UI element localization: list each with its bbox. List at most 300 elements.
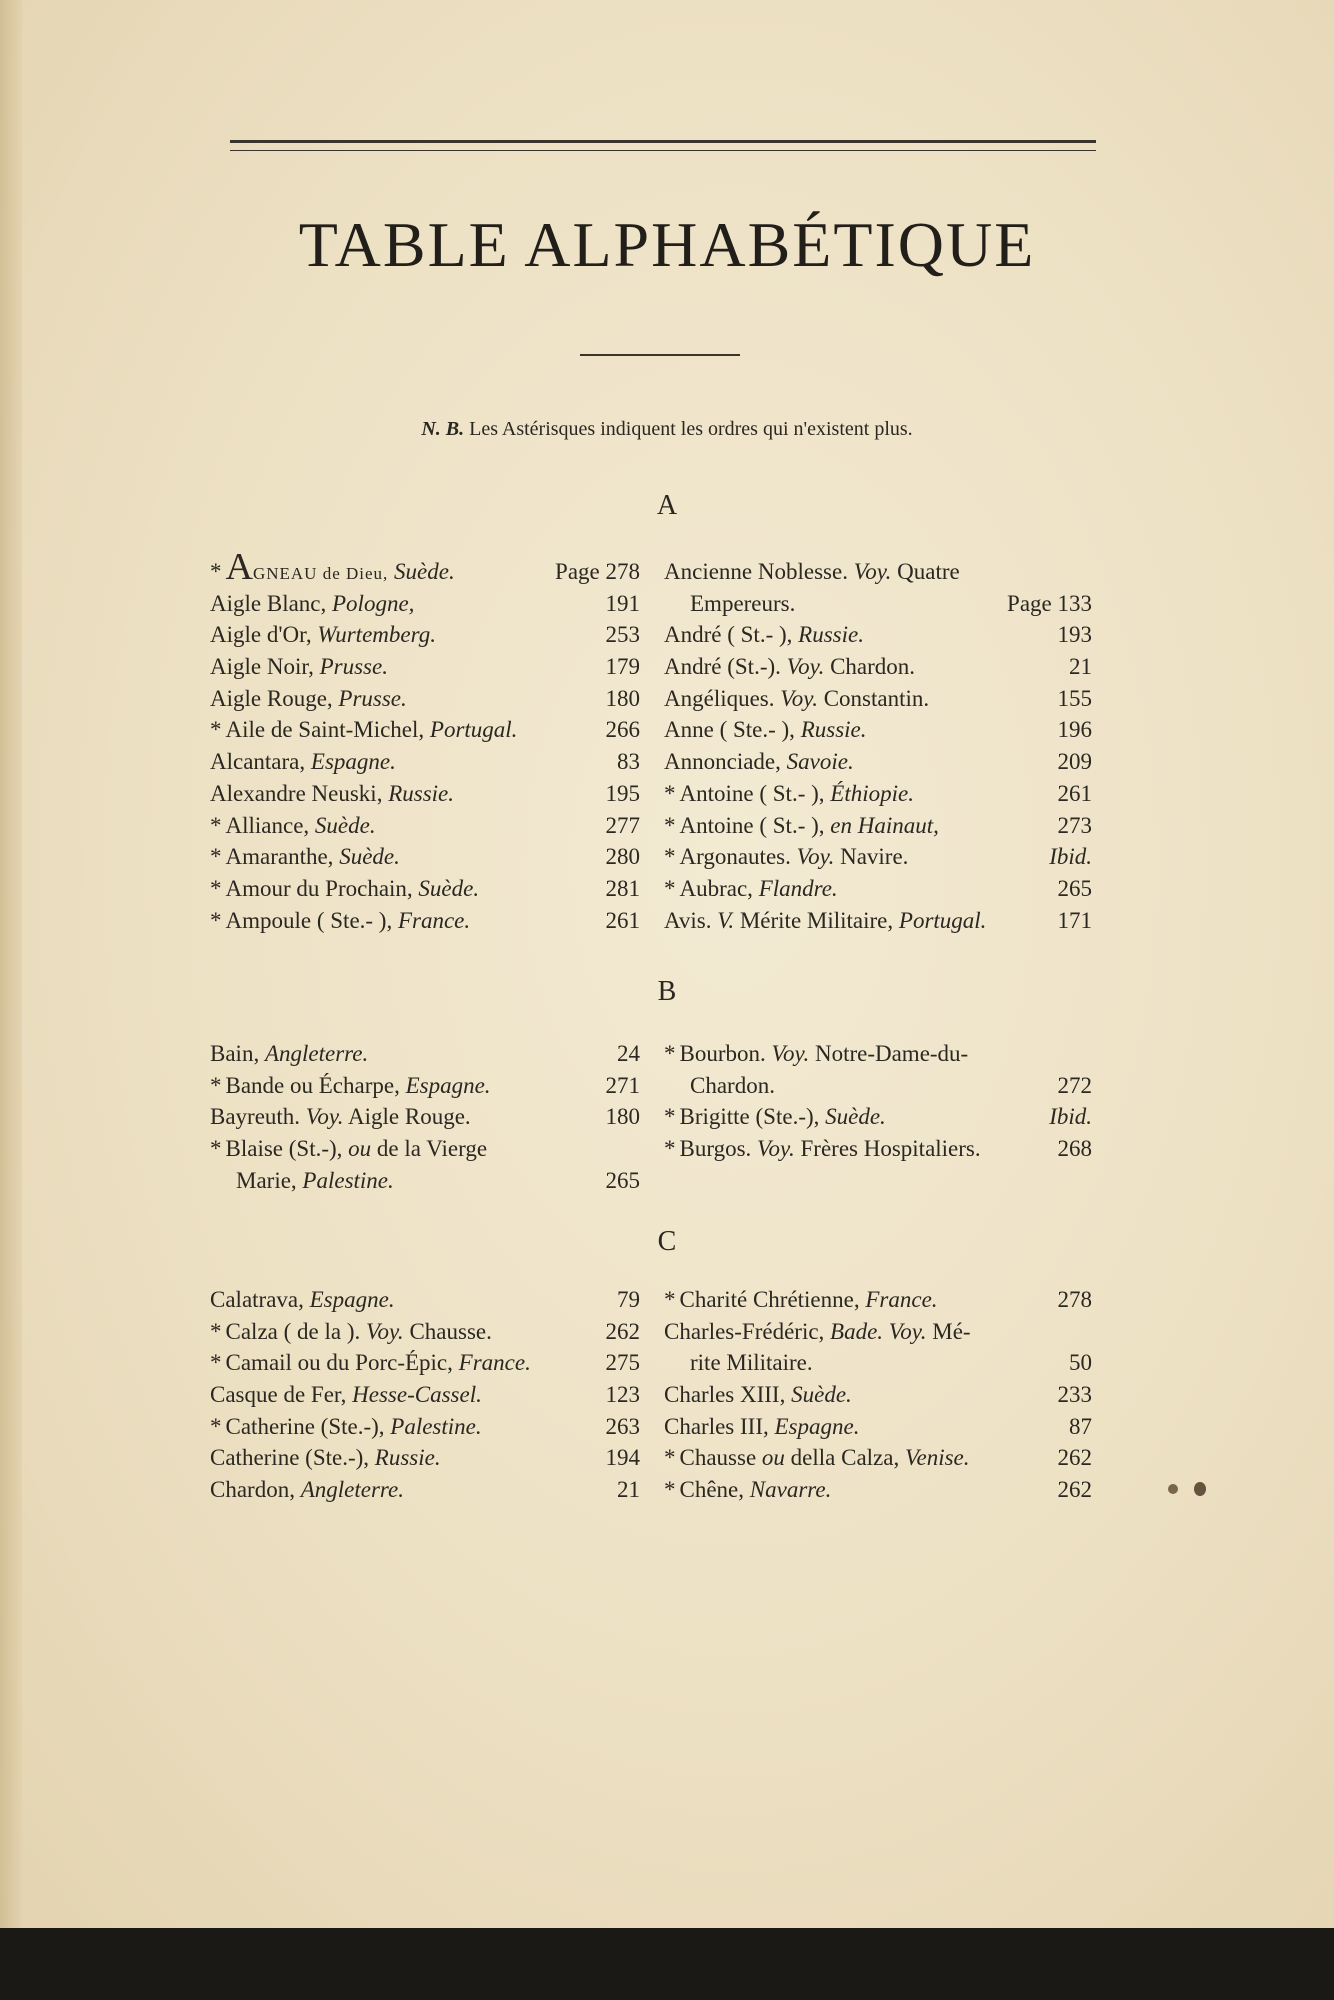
- index-entry: [664, 1316, 1092, 1348]
- page-value: 253: [605, 622, 640, 648]
- entry-reference: Navire.: [840, 844, 909, 870]
- asterisk: *: [210, 907, 222, 933]
- section-b-left-column: [210, 1038, 640, 1196]
- page-value: 261: [1057, 780, 1092, 806]
- page-number: [617, 1474, 640, 1506]
- entry-name: Alexandre Neuski,: [210, 780, 383, 806]
- page-label: Page: [1007, 590, 1052, 616]
- entry-name: Chausse: [679, 1445, 757, 1471]
- entry-text: [210, 746, 396, 778]
- entry-place: Prusse.: [319, 654, 388, 680]
- entry-name: Ancienne Noblesse.: [664, 559, 848, 584]
- entry-name: GNEAU de Dieu,: [252, 564, 389, 583]
- page-number: [1058, 1284, 1093, 1316]
- entry-text: [210, 778, 454, 810]
- title-rule: [580, 354, 740, 356]
- entry-place: Pologne,: [332, 590, 415, 616]
- entry-text: [210, 1101, 471, 1133]
- entry-place: ou: [348, 1136, 372, 1162]
- entry-name: Charles III,: [664, 1413, 769, 1439]
- page-value: 193: [1057, 622, 1092, 648]
- page-value: 278: [1057, 1287, 1092, 1312]
- page-value: 265: [605, 1167, 640, 1193]
- entry-text: [664, 746, 854, 778]
- index-entry: [210, 778, 640, 810]
- entry-place: Venise.: [904, 1445, 970, 1471]
- entry-place: Voy.: [757, 1136, 795, 1162]
- index-entry: [210, 873, 640, 905]
- index-entry: [210, 1038, 640, 1070]
- entry-name: Amaranthe,: [225, 844, 334, 870]
- entry-text: [210, 1411, 482, 1443]
- entry-name: Catherine (Ste.-),: [210, 1445, 370, 1471]
- entry-name: Brigitte (Ste.-),: [679, 1104, 820, 1130]
- page-number: [606, 1316, 641, 1348]
- asterisk: *: [664, 1104, 676, 1130]
- entry-name: Amour du Prochain,: [225, 875, 413, 901]
- entry-text: [664, 1284, 938, 1316]
- page-number: [606, 1379, 641, 1411]
- page-number: [1007, 588, 1092, 620]
- asterisk: *: [210, 1350, 222, 1376]
- index-entry: [210, 1101, 640, 1133]
- index-entry: [664, 810, 1092, 842]
- page-number: [1058, 1070, 1093, 1102]
- section-letter-b: B: [657, 976, 677, 1007]
- page-value: 21: [617, 1477, 640, 1503]
- page-value: 263: [605, 1413, 640, 1439]
- entry-place: Éthiopie.: [830, 780, 914, 806]
- page-value: 262: [1057, 1445, 1092, 1471]
- entry-text: [664, 1411, 859, 1443]
- entry-place: Portugal.: [898, 907, 987, 933]
- entry-text: [210, 651, 388, 683]
- entry-text: [210, 905, 470, 937]
- entry-name: Empereurs.: [690, 590, 796, 616]
- entry-place: ou: [761, 1445, 785, 1471]
- entry-reference: Aigle Rouge.: [348, 1104, 471, 1130]
- page-edge: [0, 0, 22, 1928]
- entry-place: Suède.: [825, 1104, 886, 1130]
- entry-place: France.: [865, 1287, 938, 1312]
- index-entry: [664, 1070, 1092, 1102]
- page-value: 273: [1057, 812, 1092, 838]
- page-number: [1069, 1347, 1092, 1379]
- entry-place: Voy.: [771, 1041, 810, 1066]
- asterisk: *: [210, 1413, 222, 1439]
- page-value: 262: [1057, 1477, 1092, 1503]
- entry-place: Palestine.: [390, 1413, 482, 1439]
- entry-text: [664, 873, 838, 905]
- page-value: 268: [1057, 1136, 1092, 1162]
- entry-place: France.: [458, 1350, 531, 1376]
- page-number: [617, 1284, 640, 1316]
- entry-place: Portugal.: [429, 717, 518, 743]
- page-value: 123: [605, 1382, 640, 1408]
- entry-place: Prusse.: [338, 685, 407, 711]
- entry-reference: de la Vierge: [376, 1136, 488, 1162]
- entry-name: Charité Chrétienne,: [679, 1287, 860, 1312]
- page-value: 280: [605, 844, 640, 870]
- entry-place: en Hainaut,: [830, 812, 939, 838]
- page-number: [1069, 1411, 1092, 1443]
- entry-place: Voy.: [780, 685, 818, 711]
- entry-text: [664, 651, 915, 683]
- page-value: 24: [617, 1041, 640, 1066]
- page-value: 180: [605, 685, 640, 711]
- entry-place: Angleterre.: [300, 1477, 404, 1503]
- entry-name: Charles-Frédéric,: [664, 1318, 825, 1344]
- asterisk: *: [210, 559, 222, 584]
- index-entry: [210, 651, 640, 683]
- entry-name: Marie,: [236, 1167, 297, 1193]
- index-entry: [664, 1379, 1092, 1411]
- section-letter-c: C: [657, 1226, 677, 1257]
- entry-reference: Constantin.: [823, 685, 930, 711]
- section-c-left-column: [210, 1284, 640, 1506]
- entry-text: [210, 1070, 491, 1102]
- index-entry: [664, 1442, 1092, 1474]
- page-number: [1058, 778, 1093, 810]
- index-entry: [664, 683, 1092, 715]
- page-number: [1049, 1101, 1092, 1133]
- index-entry: [664, 651, 1092, 683]
- entry-place: Palestine.: [302, 1167, 394, 1193]
- entry-reference: Notre-Dame-du-: [814, 1041, 969, 1066]
- page-number: [606, 1347, 641, 1379]
- entry-place: Voy.: [305, 1104, 344, 1130]
- entry-place: Savoie.: [786, 749, 854, 775]
- section-a-right-column: [664, 556, 1092, 936]
- entry-text: [210, 1474, 404, 1506]
- entry-text: [210, 619, 436, 651]
- asterisk: *: [210, 812, 222, 838]
- page-number: [1049, 841, 1092, 873]
- page-value: 281: [605, 875, 640, 901]
- entry-text: [664, 619, 864, 651]
- index-entry: [664, 873, 1092, 905]
- entry-name: Angéliques.: [664, 685, 775, 711]
- page-number: [606, 1101, 641, 1133]
- asterisk: *: [664, 1041, 676, 1066]
- entry-place: Russie.: [388, 780, 455, 806]
- page-number: [606, 683, 641, 715]
- entry-text: [690, 1347, 813, 1379]
- entry-text: [210, 1038, 368, 1070]
- entry-place: Suède.: [339, 844, 400, 870]
- page-value: 180: [605, 1104, 640, 1130]
- entry-name: Anne ( Ste.- ),: [664, 717, 795, 743]
- index-entry: [664, 841, 1092, 873]
- entry-name: Camail ou du Porc-Épic,: [225, 1350, 453, 1376]
- entry-text: [210, 1442, 441, 1474]
- entry-text: [210, 841, 400, 873]
- entry-place: Hesse-Cassel.: [352, 1382, 482, 1408]
- entry-name: Chardon.: [690, 1072, 775, 1098]
- page-value: 271: [605, 1072, 640, 1098]
- asterisk: *: [210, 717, 222, 743]
- entry-name: Argonautes.: [679, 844, 791, 870]
- page-value: 233: [1057, 1382, 1092, 1408]
- page-number: [1058, 873, 1093, 905]
- entry-reference: della Calza,: [790, 1445, 900, 1471]
- entry-place: V.: [717, 907, 735, 933]
- entry-name: Aigle Rouge,: [210, 685, 333, 711]
- entry-place: Espagne.: [310, 749, 396, 775]
- entry-place: Suède.: [394, 559, 455, 584]
- page-number: [606, 810, 641, 842]
- page-number: [606, 778, 641, 810]
- entry-name: Blaise (St.-),: [225, 1136, 343, 1162]
- entry-text: [236, 1165, 394, 1197]
- entry-text: [664, 1101, 886, 1133]
- asterisk: *: [664, 1287, 676, 1312]
- index-entry: [210, 1165, 640, 1197]
- page-number: [1058, 1379, 1093, 1411]
- index-entry: [664, 1411, 1092, 1443]
- index-entry: [210, 546, 640, 588]
- entry-name: Aigle d'Or,: [210, 622, 312, 648]
- entry-name: Burgos.: [679, 1136, 752, 1162]
- entry-place: Espagne.: [405, 1072, 491, 1098]
- page-number: [1058, 1474, 1093, 1506]
- page-value: Ibid.: [1049, 844, 1092, 870]
- index-entry: [210, 905, 640, 937]
- index-entry: [664, 746, 1092, 778]
- entry-place: Voy.: [786, 654, 825, 680]
- entry-name: Annonciade,: [664, 749, 781, 775]
- page-value: 262: [605, 1318, 640, 1344]
- index-entry: [210, 841, 640, 873]
- entry-text: [664, 810, 939, 842]
- page-value: 266: [605, 717, 640, 743]
- entry-text: [664, 905, 986, 937]
- entry-reference: Chausse.: [409, 1318, 492, 1344]
- index-entry: [664, 1133, 1092, 1165]
- entry-place: Suède.: [418, 875, 480, 901]
- entry-name: Bain,: [210, 1041, 260, 1066]
- entry-name: Chardon,: [210, 1477, 295, 1503]
- entry-text: [664, 1442, 970, 1474]
- entry-name: rite Militaire.: [690, 1350, 813, 1376]
- page-number: [606, 1442, 641, 1474]
- entry-name: Aigle Noir,: [210, 654, 314, 680]
- entry-name: Catherine (Ste.-),: [225, 1413, 385, 1439]
- page-number: [555, 556, 640, 588]
- note: [0, 418, 1334, 441]
- entry-name: Chêne,: [679, 1477, 745, 1503]
- entry-reference: Quatre: [897, 559, 960, 584]
- asterisk: *: [210, 875, 222, 901]
- page-value: 277: [605, 812, 640, 838]
- page-value: 21: [1069, 654, 1092, 680]
- entry-text: [690, 588, 795, 620]
- entry-text: [690, 1070, 775, 1102]
- entry-text: [664, 714, 867, 746]
- entry-place: Espagne.: [774, 1413, 860, 1439]
- entry-place: Espagne.: [309, 1287, 395, 1312]
- entry-name: André ( St.- ),: [664, 622, 793, 648]
- entry-place: Russie.: [798, 622, 864, 648]
- entry-name: Aubrac,: [679, 875, 753, 901]
- page-number: [606, 1165, 641, 1197]
- page-label: Page: [555, 559, 600, 584]
- entry-text: [664, 778, 914, 810]
- scan-background: [0, 1928, 1334, 2000]
- index-entry: [210, 1316, 640, 1348]
- page-number: [1058, 810, 1093, 842]
- index-entry: [210, 1133, 640, 1165]
- entry-name: Bande ou Écharpe,: [225, 1072, 400, 1098]
- page-number: [606, 905, 641, 937]
- entry-text: [664, 683, 929, 715]
- index-entry: [664, 714, 1092, 746]
- entry-text: [210, 714, 517, 746]
- section-c-right-column: [664, 1284, 1092, 1506]
- asterisk: *: [664, 1445, 676, 1471]
- asterisk: *: [664, 1477, 676, 1503]
- entry-place: Voy.: [796, 844, 835, 870]
- entry-text: [210, 1284, 395, 1316]
- page-number: [606, 873, 641, 905]
- entry-name: Casque de Fer,: [210, 1382, 347, 1408]
- index-entry: [664, 778, 1092, 810]
- asterisk: *: [664, 875, 676, 901]
- page-number: [1058, 1133, 1093, 1165]
- entry-text: [210, 1347, 531, 1379]
- entry-text: [664, 556, 960, 588]
- index-entry: [664, 1038, 1092, 1070]
- page-number: [606, 714, 641, 746]
- section-letter-a: A: [656, 490, 678, 521]
- entry-text: [210, 546, 455, 590]
- page-value: 83: [617, 749, 640, 775]
- entry-place: Russie.: [374, 1445, 441, 1471]
- entry-text: [210, 1379, 482, 1411]
- index-entry: [664, 905, 1092, 937]
- page-number: [617, 746, 640, 778]
- entry-name: André (St.-).: [664, 654, 781, 680]
- entry-place: Voy.: [365, 1318, 404, 1344]
- drop-initial: A: [225, 546, 253, 588]
- index-entry: [664, 619, 1092, 651]
- page-value: 275: [605, 1350, 640, 1376]
- page-value: 179: [605, 654, 640, 680]
- entry-reference: Mé-: [932, 1318, 971, 1344]
- page-number: [606, 588, 641, 620]
- page-value: 196: [1057, 717, 1092, 743]
- page-number: [606, 1411, 641, 1443]
- entry-text: [210, 873, 479, 905]
- page-value: 133: [1057, 590, 1092, 616]
- page-value: 272: [1057, 1072, 1092, 1098]
- entry-name: Aigle Blanc,: [210, 590, 327, 616]
- entry-name: Alliance,: [225, 812, 310, 838]
- entry-name: Avis.: [664, 907, 712, 933]
- index-entry: [210, 1474, 640, 1506]
- page-value: Ibid.: [1049, 1104, 1092, 1130]
- page-value: 278: [605, 559, 640, 584]
- asterisk: *: [664, 844, 676, 870]
- top-rule: [230, 140, 1096, 143]
- page-value: 171: [1057, 907, 1092, 933]
- page-value: 50: [1069, 1350, 1092, 1376]
- asterisk: *: [664, 1136, 676, 1162]
- page-value: 261: [605, 907, 640, 933]
- asterisk: *: [664, 780, 676, 806]
- entry-name: Alcantara,: [210, 749, 306, 775]
- index-entry: [664, 1284, 1092, 1316]
- index-entry: [210, 1442, 640, 1474]
- entry-place: Suède.: [791, 1382, 852, 1408]
- entry-place: Voy.: [853, 559, 892, 584]
- index-entry: [210, 1070, 640, 1102]
- page-number: [1058, 683, 1093, 715]
- page-value: 79: [617, 1287, 640, 1312]
- section-a-left-column: [210, 546, 640, 936]
- ink-stain: [1168, 1484, 1178, 1494]
- entry-text: [210, 1316, 492, 1348]
- index-entry: [210, 1284, 640, 1316]
- entry-name: Antoine ( St.- ),: [679, 812, 825, 838]
- index-entry: [664, 1347, 1092, 1379]
- top-rule-thin: [230, 150, 1096, 151]
- asterisk: *: [210, 1136, 222, 1162]
- asterisk: *: [664, 812, 676, 838]
- asterisk: *: [210, 1318, 222, 1344]
- entry-place: Bade. Voy.: [830, 1318, 927, 1344]
- note-abbr: N. B.: [421, 418, 465, 440]
- entry-text: [210, 588, 414, 620]
- page-number: [1058, 746, 1093, 778]
- page-number: [1069, 651, 1092, 683]
- entry-name: Ampoule ( Ste.- ),: [225, 907, 393, 933]
- entry-place: Wurtemberg.: [317, 622, 436, 648]
- index-entry: [210, 683, 640, 715]
- entry-text: [664, 1038, 968, 1070]
- page-value: 195: [605, 780, 640, 806]
- note-text: Les Astérisques indiquent les ordres qui n'existent plus.: [469, 418, 913, 440]
- page-number: [606, 651, 641, 683]
- entry-reference: Chardon.: [830, 654, 916, 680]
- page-number: [1058, 619, 1093, 651]
- index-entry: [210, 746, 640, 778]
- entry-place: Russie.: [800, 717, 867, 743]
- index-entry: [210, 1347, 640, 1379]
- asterisk: *: [210, 1072, 222, 1098]
- index-entry: [210, 810, 640, 842]
- page-number: [617, 1038, 640, 1070]
- page-value: 194: [605, 1445, 640, 1471]
- entry-text: [210, 1133, 487, 1165]
- index-entry: [664, 1474, 1092, 1506]
- entry-place: Navarre.: [749, 1477, 832, 1503]
- index-entry: [210, 714, 640, 746]
- ink-stain: [1194, 1482, 1206, 1496]
- entry-text: [210, 810, 376, 842]
- entry-text: [664, 1474, 831, 1506]
- entry-name: Calza ( de la ).: [225, 1318, 361, 1344]
- page-value: 155: [1057, 685, 1092, 711]
- page-value: 87: [1069, 1413, 1092, 1439]
- entry-name: Bayreuth.: [210, 1104, 301, 1130]
- asterisk: *: [210, 844, 222, 870]
- entry-text: [210, 683, 407, 715]
- entry-text: [664, 1133, 981, 1165]
- index-entry: [210, 1379, 640, 1411]
- entry-text: [664, 1316, 971, 1348]
- entry-text: [664, 1379, 852, 1411]
